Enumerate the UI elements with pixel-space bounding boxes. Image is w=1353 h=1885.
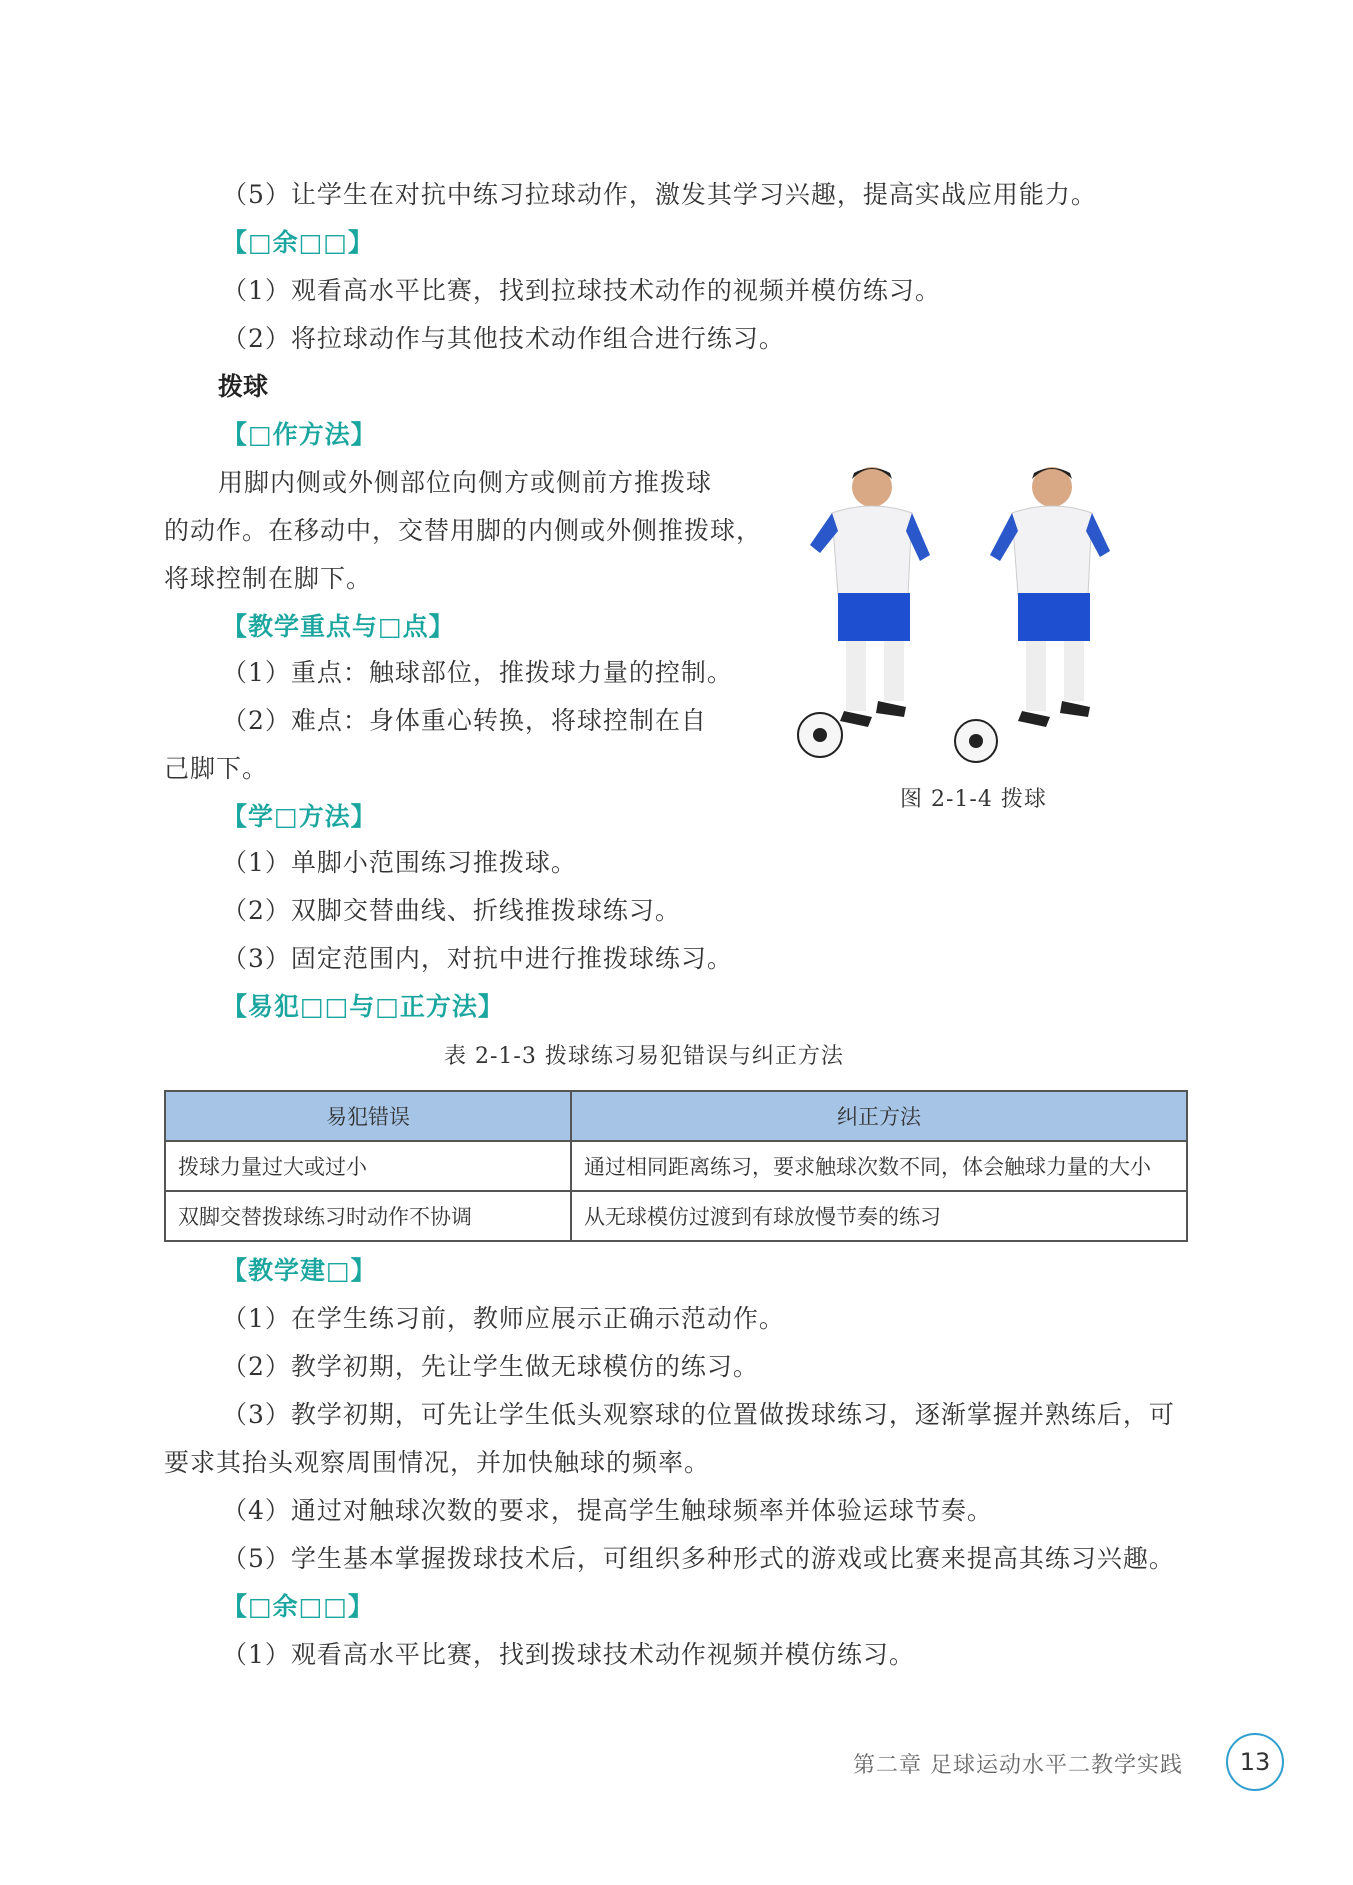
text-line: （1）观看高水平比赛，找到拉球技术动作的视频并模仿练习。 [222,276,941,305]
text-line: （2）教学初期，先让学生做无球模仿的练习。 [222,1352,759,1381]
table-header-row [165,1091,1187,1141]
text-line: 要求其抬头观察周围情况，并加快触球的频率。 [164,1448,711,1477]
section-heading: 【□余□□】 [222,1592,374,1621]
section-heading: 【教学建□】 [222,1256,377,1285]
text-line: （5）学生基本掌握拨球技术后，可组织多种形式的游戏或比赛来提高其练习兴趣。 [222,1544,1175,1573]
text-line: （3）固定范围内，对抗中进行推拨球练习。 [222,944,733,973]
section-heading: 【□作方法】 [222,420,377,449]
text-line: 己脚下。 [164,754,269,783]
error-correction-table [164,1090,1188,1242]
text-line: （2）难点：身体重心转换，将球控制在自 [222,706,707,735]
section-heading: 【易犯□□与□正方法】 [222,992,504,1021]
text-line: （1）重点：触球部位，推拨球力量的控制。 [222,658,733,687]
table-cell: 拨球力量过大或过小 [165,1141,571,1191]
figure-caption: 图 2-1-4 拨球 [900,787,1047,812]
table-row [165,1191,1187,1241]
table-cell: 从无球模仿过渡到有球放慢节奏的练习 [571,1191,1187,1241]
text-line: （1）单脚小范围练习推拨球。 [222,848,577,877]
text-line: （1）观看高水平比赛，找到拨球技术动作视频并模仿练习。 [222,1640,915,1669]
section-heading: 【教学重点与□点】 [222,612,455,641]
table-cell: 通过相同距离练习，要求触球次数不同，体会触球力量的大小 [571,1141,1187,1191]
table-caption: 表 2-1-3 拨球练习易犯错误与纠正方法 [444,1044,844,1069]
text-line: （5）让学生在对抗中练习拉球动作，激发其学习兴趣，提高实战应用能力。 [222,180,1097,209]
table-header-cell: 易犯错误 [165,1091,571,1141]
player-illustration [990,467,1110,727]
chapter-footer: 第二章 足球运动水平二教学实践 [853,1753,1183,1778]
text-line: 用脚内侧或外侧部位向侧方或侧前方推拨球 [218,468,713,497]
text-line: （1）在学生练习前，教师应展示正确示范动作。 [222,1304,785,1333]
table-row [165,1141,1187,1191]
subsection-title: 拨球 [218,372,269,401]
text-line: （2）将拉球动作与其他技术动作组合进行练习。 [222,324,785,353]
page-number: 13 [1226,1733,1284,1791]
player-illustration [810,467,930,727]
text-line: 的动作。在移动中，交替用脚的内侧或外侧推拨球， [164,516,763,545]
section-heading: 【□余□□】 [222,228,374,257]
text-line: 将球控制在脚下。 [164,564,373,593]
text-line: （3）教学初期，可先让学生低头观察球的位置做拨球练习，逐渐掌握并熟练后，可 [222,1400,1175,1429]
text-line: （2）双脚交替曲线、折线推拨球练习。 [222,896,681,925]
table-header-cell: 纠正方法 [571,1091,1187,1141]
text-line: （4）通过对触球次数的要求，提高学生触球频率并体验运球节奏。 [222,1496,993,1525]
table-cell: 双脚交替拨球练习时动作不协调 [165,1191,571,1241]
figure-dribbling-players [780,455,1170,775]
section-heading: 【学□方法】 [222,802,377,831]
